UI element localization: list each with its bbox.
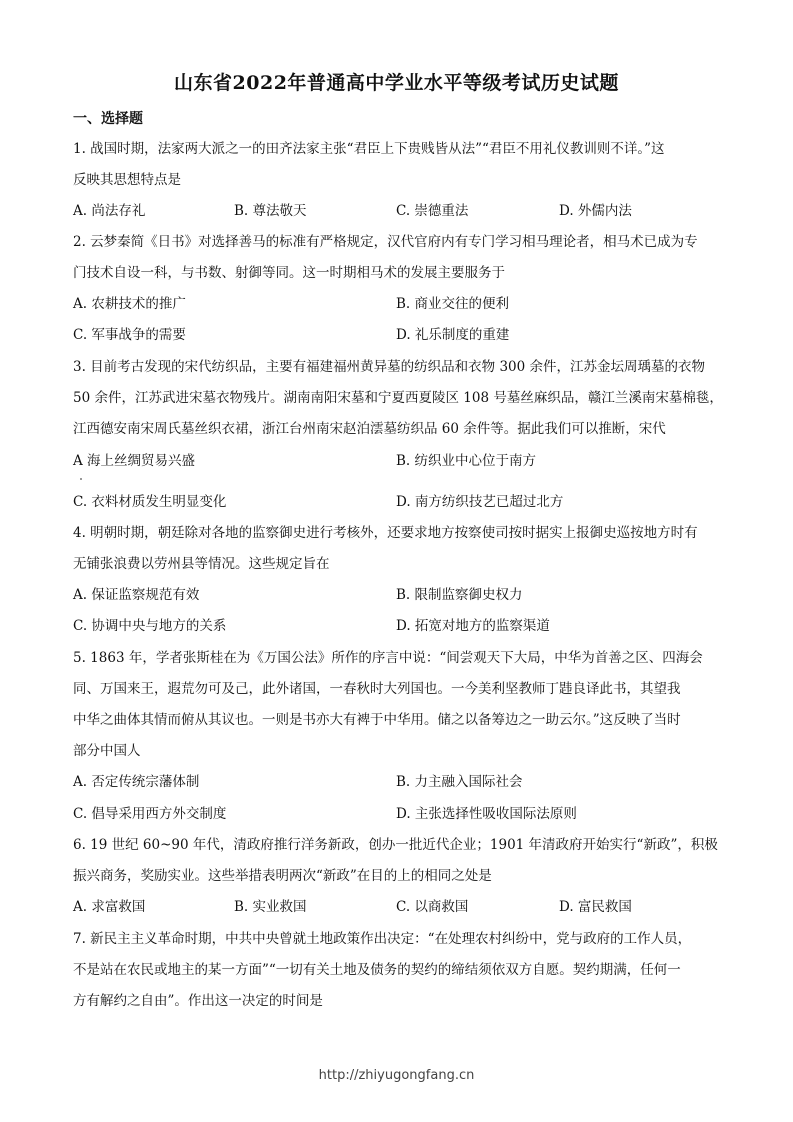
option-c[interactable]: C. 协调中央与地方的关系 bbox=[73, 618, 227, 634]
page-title: 山东省2022年普通高中学业水平等级考试历史试题 bbox=[174, 72, 619, 94]
question-2-line: 2. 云梦秦简《日书》对选择善马的标准有严格规定，汉代官府内有专门学习相马理论者，相马术已成为专 bbox=[73, 234, 698, 250]
option-b[interactable]: B. 纺织业中心位于南方 bbox=[396, 453, 537, 469]
option-a[interactable]: A. 农耕技术的推广 bbox=[73, 296, 186, 312]
question-5-stem bbox=[73, 643, 723, 767]
option-d[interactable]: D. 礼乐制度的重建 bbox=[396, 327, 510, 343]
option-c[interactable]: C. 倡导采用西方外交制度 bbox=[73, 806, 227, 822]
question-1-stem bbox=[73, 134, 723, 196]
option-d[interactable]: D. 主张选择性吸收国际法原则 bbox=[396, 806, 577, 822]
question-5-options-row2 bbox=[73, 799, 723, 830]
option-d[interactable]: D. 南方纺织技艺已超过北方 bbox=[396, 494, 564, 510]
question-5-line: 部分中国人 bbox=[73, 743, 141, 759]
option-d[interactable]: D. 外儒内法 bbox=[559, 203, 632, 219]
question-2-line: 门技术自设一科，与书数、射御等同。这一时期相马术的发展主要服务于 bbox=[73, 265, 505, 281]
option-a[interactable]: A. 尚法存礼 bbox=[73, 203, 146, 219]
question-3-line: 3. 目前考古发现的宋代纺织品，主要有福建福州黄异墓的纺织品和衣物 300 余件，江苏金坛周瑀墓的衣物 bbox=[73, 359, 706, 375]
question-4-stem bbox=[73, 518, 723, 580]
question-7-stem bbox=[73, 924, 723, 1017]
option-b[interactable]: B. 商业交往的便利 bbox=[396, 296, 510, 312]
question-2-options-row1 bbox=[73, 289, 723, 320]
section-heading: 一、选择题 bbox=[73, 111, 143, 127]
question-6-stem bbox=[73, 830, 723, 892]
question-1-line: 反映其思想特点是 bbox=[73, 172, 181, 188]
option-b[interactable]: B. 限制监察御史权力 bbox=[396, 587, 523, 603]
question-5-options-row1 bbox=[73, 767, 723, 798]
question-6-line: 振兴商务，奖励实业。这些举措表明两次“新政”在目的上的相同之处是 bbox=[73, 868, 492, 884]
question-3-options-row1 bbox=[73, 446, 723, 477]
option-a[interactable]: A. 求富救国 bbox=[73, 899, 146, 915]
option-b[interactable]: B. 实业救国 bbox=[234, 899, 307, 915]
option-b[interactable]: B. 力主融入国际社会 bbox=[396, 774, 523, 790]
option-c[interactable]: C. 以商救国 bbox=[396, 899, 469, 915]
footer-url[interactable]: http://zhiyugongfang.cn bbox=[318, 1068, 475, 1083]
question-3-line: 江西德安南宋周氏墓丝织衣裙，浙江台州南宋赵泊澐墓纺织品 60 余件等。据此我们可以推断，宋代 bbox=[73, 421, 666, 437]
stray-mark bbox=[80, 478, 82, 480]
question-3-stem bbox=[73, 352, 723, 445]
question-4-options-row2 bbox=[73, 611, 723, 642]
question-5-line: 5. 1863 年，学者张斯桂在为《万国公法》所作的序言中说：“间尝观天下大局，中华为首善之区、四海会 bbox=[73, 650, 703, 666]
question-1-options bbox=[73, 196, 723, 227]
question-7-line: 7. 新民主主义革命时期，中共中央曾就土地政策作出决定：“在处理农村纠纷中，党与政府的工作人员， bbox=[73, 931, 692, 947]
option-c[interactable]: C. 崇德重法 bbox=[396, 203, 469, 219]
question-5-line: 中华之曲体其情而俯从其议也。一则是书亦大有裨于中华用。储之以备筹边之一助云尔。”这反映了当时 bbox=[73, 712, 681, 728]
option-d[interactable]: D. 富民救国 bbox=[559, 899, 632, 915]
option-c[interactable]: C. 军事战争的需要 bbox=[73, 327, 186, 343]
option-a[interactable]: A. 保证监察规范有效 bbox=[73, 587, 200, 603]
question-4-line: 4. 明朝时期，朝廷除对各地的监察御史进行考核外，还要求地方按察使司按时据实上报御史巡按地方时有 bbox=[73, 525, 698, 541]
question-4-options-row1 bbox=[73, 580, 723, 611]
question-3-line: 50 余件，江苏武进宋墓衣物残片。湖南南阳宋墓和宁夏西夏陵区 108 号墓丝麻织品，赣江兰溪南宋墓棉毯， bbox=[73, 390, 723, 406]
option-d[interactable]: D. 拓宽对地方的监察渠道 bbox=[396, 618, 550, 634]
question-2-options-row2 bbox=[73, 320, 723, 351]
option-c[interactable]: C. 衣料材质发生明显变化 bbox=[73, 494, 227, 510]
question-7-line: 不是站在农民或地主的某一方面”“一切有关土地及债务的契约的缔结须依双方自愿。契约期满，任何一 bbox=[73, 962, 681, 978]
question-2-stem bbox=[73, 227, 723, 289]
question-6-line: 6. 19 世纪 60~90 年代，清政府推行洋务新政，创办一批近代企业；1901 年清政府开始实行“新政”，积极 bbox=[73, 837, 718, 853]
option-a[interactable]: A 海上丝绸贸易兴盛 bbox=[73, 453, 196, 469]
question-4-line: 无铺张浪费以劳州县等情况。这些规定旨在 bbox=[73, 556, 330, 572]
question-6-options bbox=[73, 892, 723, 923]
question-5-line: 同、万国来王，遐荒勿可及己，此外诸国，一春秋时大列国也。一今美利坚教师丁韪良译此书，其望我 bbox=[73, 681, 681, 697]
question-7-line: 方有解约之自由”。作出这一决定的时间是 bbox=[73, 993, 323, 1009]
question-1-line: 1. 战国时期，法家两大派之一的田齐法家主张“君臣上下贵贱皆从法”“君臣不用礼仪教训则不详。”这 bbox=[73, 141, 665, 157]
question-3-options-row2 bbox=[73, 487, 723, 518]
option-b[interactable]: B. 尊法敬天 bbox=[234, 203, 307, 219]
option-a[interactable]: A. 否定传统宗藩体制 bbox=[73, 774, 200, 790]
